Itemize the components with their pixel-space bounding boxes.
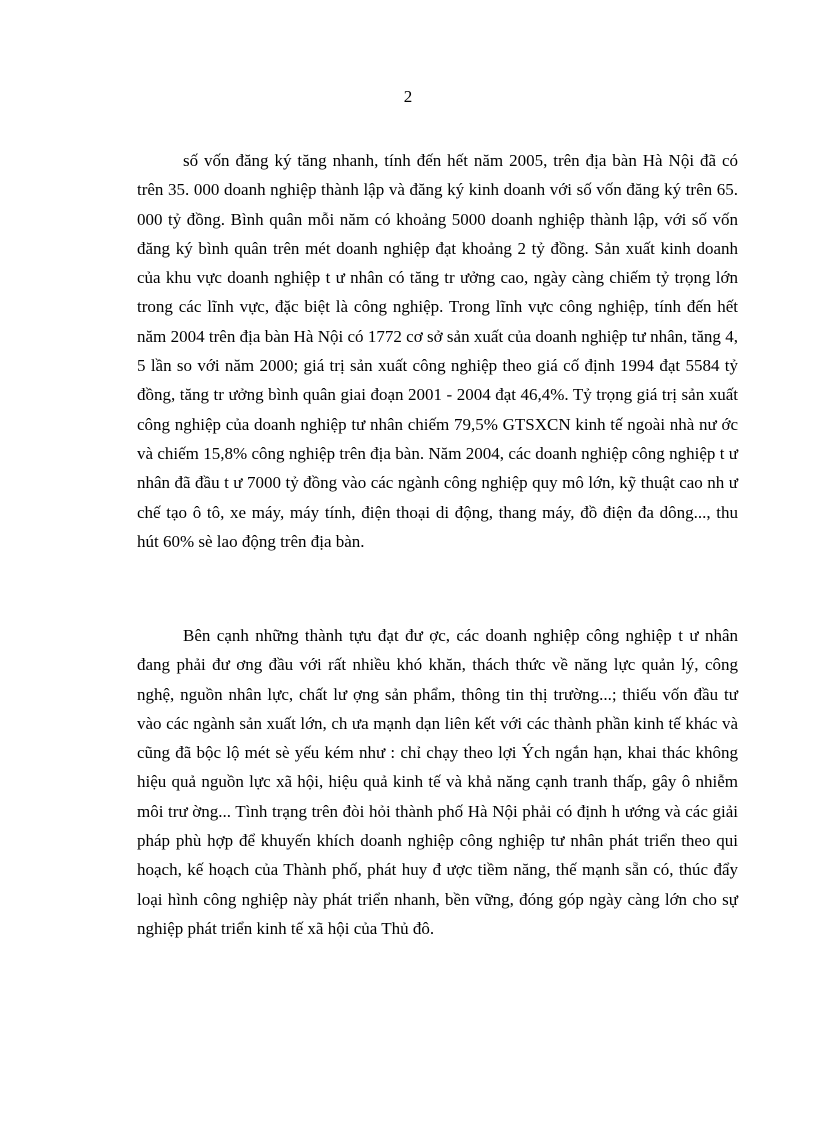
paragraph-block [137,621,738,943]
paragraph-1: số vốn đăng ký tăng nhanh, tính đến hết năm 2005, trên địa bàn Hà Nội đã có trên 35. 000 doanh nghiệp thành lập và đăng ký kinh doanh với số vốn đăng ký trên 65. 000 tỷ đồng. Bình quân mỗi năm có khoảng 5000 doanh nghiệp thành lập, với số vốn đăng ký bình quân trên mét doanh nghiệp đạt khoảng 2 tỷ đồng. Sản xuất kinh doanh của khu vực doanh nghiệp t ư nhân có tăng tr ưởng cao, ngày càng chiếm tỷ trọng lớn trong các lĩnh vực, đặc biệt là công nghiệp. Trong lĩnh vực công nghiệp, tính đến hết năm 2004 trên địa bàn Hà Nội có 1772 cơ sở sản xuất của doanh nghiệp tư nhân, tăng 4, 5 lần so với năm 2000; giá trị sản xuất công nghiệp theo giá cố định 1994 đạt 5584 tỷ đồng, tăng tr ưởng bình quân giai đoạn 2001 - 2004 đạt 46,4%. Tỷ trọng giá trị sản xuất công nghiệp của doanh nghiệp tư nhân chiếm 79,5% GTSXCN kinh tế ngoài nhà nư ớc và chiếm 15,8% công nghiệp trên địa bàn. Năm 2004, các doanh nghiệp công nghiệp t ư nhân đã đầu t ư 7000 tỷ đồng vào các ngành công nghiệp quy mô lớn, kỹ thuật cao nh ư chế tạo ô tô, xe máy, máy tính, điện thoại di động, thang máy, đồ điện đa dông..., thu hút 60% sè lao động trên địa bàn. [137,151,738,551]
page-number: 2 [403,87,413,106]
paragraph-block [137,146,738,556]
paragraph-2: Bên cạnh những thành tựu đạt đư ợc, các doanh nghiệp công nghiệp t ư nhân đang phải đư ơng đầu với rất nhiều khó khăn, thách thức về năng lực quản lý, công nghệ, nguồn nhân lực, chất lư ợng sản phẩm, thông tin thị trường...; thiếu vốn đầu tư vào các ngành sản xuất lớn, ch ưa mạnh dạn liên kết với các thành phần kinh tế khác và cũng đã bộc lộ mét sè yếu kém như : chỉ chạy theo lợi Ých ngắn hạn, khai thác không hiệu quả nguồn lực xã hội, hiệu quả kinh tế và khả năng cạnh tranh thấp, gây ô nhiễm môi trư ờng... Tình trạng trên đòi hỏi thành phố Hà Nội phải có định h ướng và các giải pháp phù hợp để khuyến khích doanh nghiệp công nghiệp tư nhân phát triển theo qui hoạch, kế hoạch của Thành phố, phát huy đ ược tiềm năng, thế mạnh sẵn có, thúc đẩy loại hình công nghiệp này phát triển nhanh, bền vững, đóng góp ngày càng lớn cho sự nghiệp phát triển kinh tế xã hội của Thủ đô. [137,626,738,938]
